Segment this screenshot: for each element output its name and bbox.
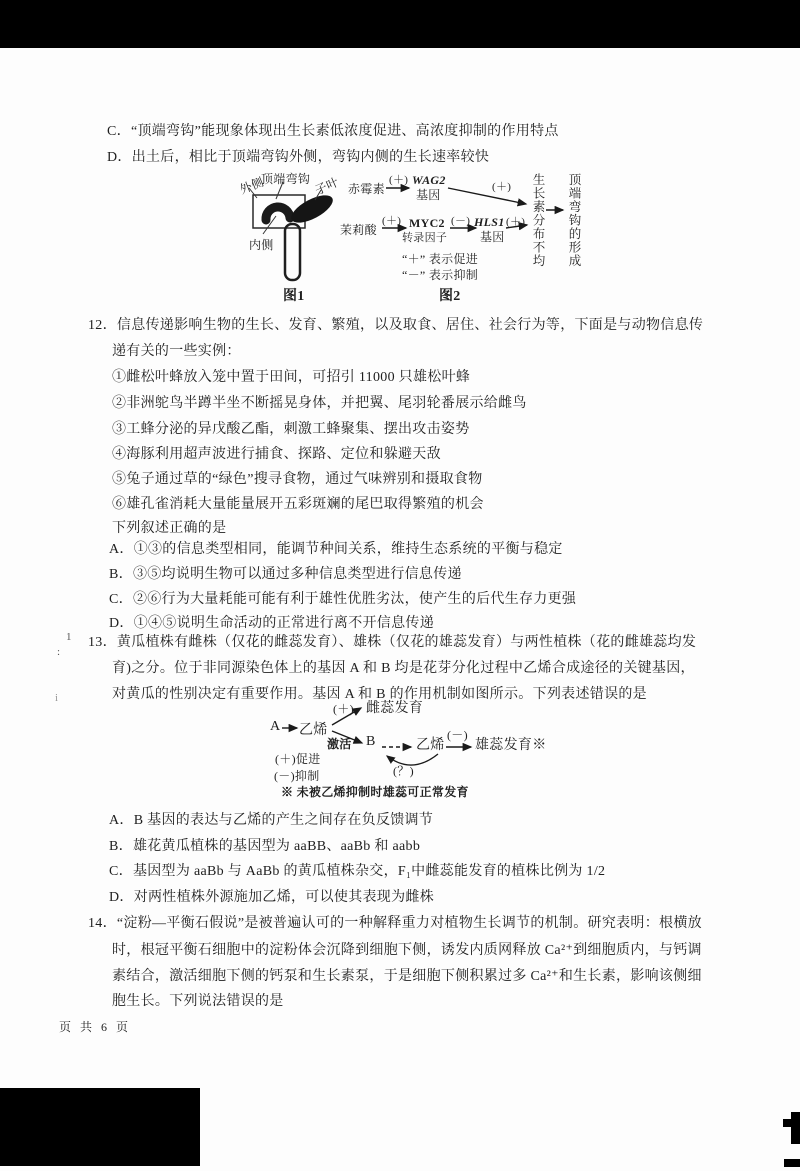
page-footer: 页 共 6 页 xyxy=(59,1020,132,1034)
q13-sign-question: (？) xyxy=(393,764,414,778)
figure2-row1-sign1: (＋) xyxy=(389,174,409,186)
q13-legend-minus: (－)抑制 xyxy=(274,769,320,783)
q12-option-a: A．①③的信息类型相同，能调节种间关系，维持生态系统的平衡与稳定 xyxy=(109,542,563,557)
q13-node-ethylene-2: 乙烯 xyxy=(416,738,445,753)
scan-artifact-tick: i xyxy=(55,692,59,704)
q12-prompt: 下列叙述正确的是 xyxy=(112,521,227,536)
figure2-jasmonic: 茉莉酸 xyxy=(340,223,377,237)
q13-node-gene-b: B xyxy=(366,734,376,749)
q12-option-d: D．①④⑤说明生命活动的正常进行离不开信息传递 xyxy=(109,616,435,631)
scan-black-block-bottom-left xyxy=(0,1088,200,1166)
scan-black-mark-right-2 xyxy=(783,1119,791,1127)
q12-example-6: ⑥雄孔雀消耗大量能量展开五彩斑斓的尾巴取得繁殖的机会 xyxy=(112,497,484,512)
q12-option-c: C．②⑥行为大量耗能可能有利于雄性优胜劣汰，使产生的后代生存力更强 xyxy=(109,592,577,607)
figure2-hls1-gene: HLS1 xyxy=(474,215,505,229)
figure2-caption: 图2 xyxy=(439,289,461,304)
q13-label-activate: 激活 xyxy=(327,737,352,751)
q13-option-a: A．B 基因的表达与乙烯的产生之间存在负反馈调节 xyxy=(109,813,434,828)
figure1-label-hook: 顶端弯钩 xyxy=(261,172,311,186)
scan-black-mark-right-1 xyxy=(791,1112,800,1144)
q14-stem-line4: 胞生长。下列说法错误的是 xyxy=(112,994,284,1009)
q13-legend-plus: (＋)促进 xyxy=(275,752,321,766)
figure2-wag2-gene: WAG2 xyxy=(412,173,446,187)
q13-sign-minus: (－) xyxy=(447,728,468,742)
figure1-label-inner: 内侧 xyxy=(249,238,274,252)
scan-artifact-colon: : xyxy=(57,646,61,658)
figure1-caption: 图1 xyxy=(283,289,305,304)
figure2-hls1-gene-word: 基因 xyxy=(480,230,505,244)
q13-option-b: B．雄花黄瓜植株的基因型为 aaBB、aaBb 和 aabb xyxy=(109,839,421,854)
figure2-row2-sign1: (＋) xyxy=(382,215,402,227)
q14-stem-line2: 时，根冠平衡石细胞中的淀粉体会沉降到细胞下侧，诱发内质网释放 Ca²⁺到细胞质内，与钙调 xyxy=(112,943,702,958)
q13-option-d: D．对两性植株外源施加乙烯，可以使其表现为雌株 xyxy=(109,890,435,905)
q12-option-b: B．③⑤均说明生物可以通过多种信息类型进行信息传递 xyxy=(109,567,462,582)
q13-diagram-note: ※ 未被乙烯抑制时雄蕊可正常发育 xyxy=(281,785,469,799)
q13-node-pistil: 雌蕊发育 xyxy=(366,701,424,716)
q13-stem-line2: 育)之分。位于非同源染色体上的基因 A 和 B 均是花芽分化过程中乙烯合成途径的关键基因， xyxy=(112,661,695,676)
scan-black-mark-right-3 xyxy=(784,1159,800,1167)
figure1-label-outer: 外侧 xyxy=(237,174,266,197)
q12-example-1: ①雌松叶蜂放入笼中置于田间，可招引 11000 只雄松叶蜂 xyxy=(112,370,471,385)
q13-stem-line1: 13．黄瓜植株有雌株（仅花的雌蕊发育）、雄株（仅花的雄蕊发育）与两性植株（花的雌雄蕊均发 xyxy=(88,635,697,650)
figure2-wag2-gene-word: 基因 xyxy=(416,188,441,202)
figure2-row2-sign3: (＋) xyxy=(506,216,526,228)
figure2-myc2-word: 转录因子 xyxy=(402,232,448,244)
q12-example-5: ⑤兔子通过草的“绿色”搜寻食物，通过气味辨别和摄取食物 xyxy=(112,472,483,487)
q12-example-4: ④海豚利用超声波进行捕食、探路、定位和躲避天敌 xyxy=(112,447,441,462)
figure2-hook-formation: 顶端弯钩的形成 xyxy=(567,173,581,268)
q14-stem-line1: 14．“淀粉—平衡石假说”是被普遍认可的一种解释重力对植物生长调节的机制。研究表明：根横放 xyxy=(88,916,702,931)
q13-stem-line3: 对黄瓜的性别决定有重要作用。基因 A 和 B 的作用机制如图所示。下列表述错误的是 xyxy=(112,687,647,702)
q13-option-c: C．基因型为 aaBb 与 AaBb 的黄瓜植株杂交，F₁中雌蕊能发育的植株比例为 1/2 xyxy=(109,864,606,879)
figure2-legend-plus: “＋” 表示促进 xyxy=(402,252,479,266)
figure2-legend-minus: “－” 表示抑制 xyxy=(402,268,479,282)
q13-node-ethylene-1: 乙烯 xyxy=(299,723,328,738)
scan-black-bar-top xyxy=(0,0,800,48)
q14-stem-line3: 素结合，激活细胞下侧的钙泵和生长素泵，于是细胞下侧积累过多 Ca²⁺和生长素，影响该侧细 xyxy=(112,969,702,984)
q12-example-3: ③工蜂分泌的异戊酸乙酯，刺激工蜂聚集、摆出攻击姿势 xyxy=(112,422,470,437)
q13-node-gene-a: A xyxy=(270,719,281,734)
scan-artifact-one: 1 xyxy=(66,631,72,643)
figure2-row1-sign2: (＋) xyxy=(492,181,512,193)
figure2-myc2: MYC2 xyxy=(409,216,445,230)
q13-node-stamen: 雄蕊发育※ xyxy=(475,738,547,753)
figure2-row2-sign2: (－) xyxy=(451,215,471,227)
q13-sign-plus-up: (＋) xyxy=(333,702,354,716)
q12-stem-line2: 递有关的一些实例： xyxy=(112,344,241,359)
figure1-label-cotyledon: 子叶 xyxy=(312,174,341,198)
figure2-gibberellin: 赤霉素 xyxy=(348,182,385,196)
q11-option-c: C．“顶端弯钩”能现象体现出生长素低浓度促进、高浓度抑制的作用特点 xyxy=(107,124,559,139)
figure2-auxin-distribution: 生长素分布不均 xyxy=(531,173,545,268)
q12-stem-line1: 12．信息传递影响生物的生长、发育、繁殖，以及取食、居住、社会行为等，下面是与动物信息传 xyxy=(88,318,704,333)
q11-option-d: D．出土后，相比于顶端弯钩外侧，弯钩内侧的生长速率较快 xyxy=(107,150,490,165)
q12-example-2: ②非洲鸵鸟半蹲半坐不断摇晃身体，并把翼、尾羽轮番展示给雌鸟 xyxy=(112,396,527,411)
